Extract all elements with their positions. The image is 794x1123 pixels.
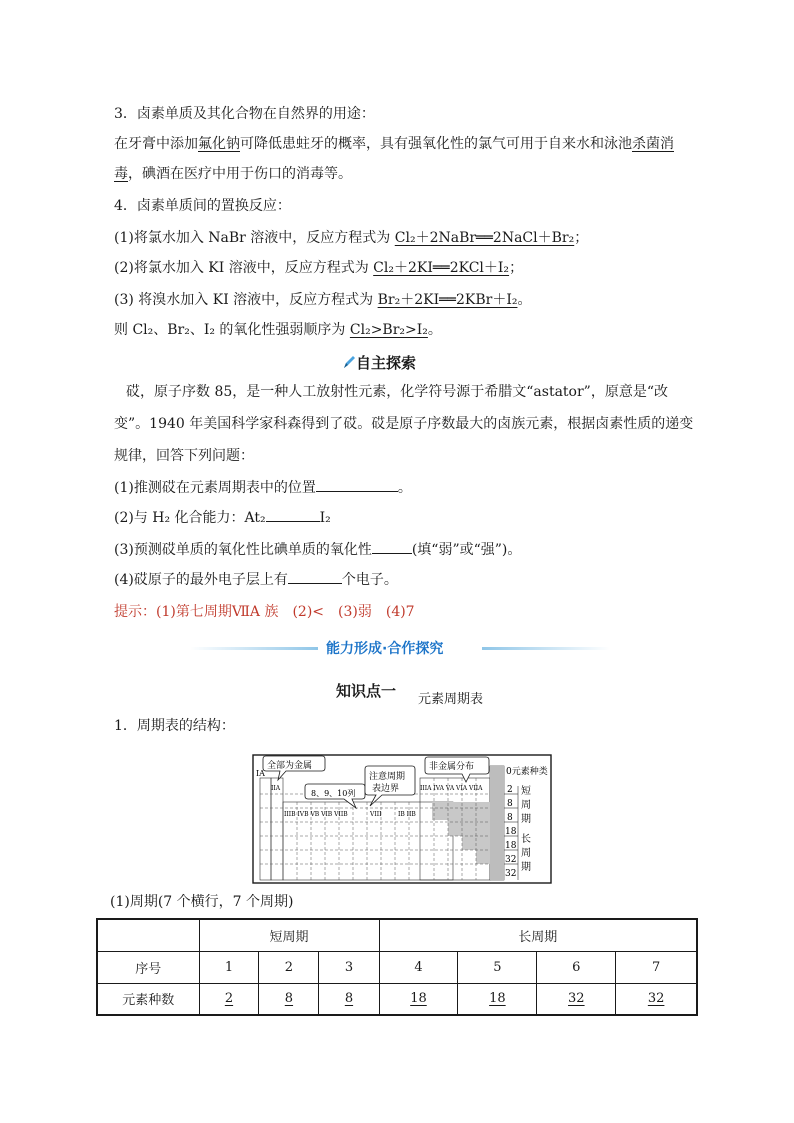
explore-paragraph-3: 规律，回答下列问题：	[114, 448, 254, 464]
callout-border-line-2: 表边界	[372, 784, 400, 794]
group-b-left-label: IIIB IVB VB VIB VIIB	[284, 811, 348, 818]
answer-blank[interactable]	[288, 570, 342, 584]
answer-value: 8	[284, 991, 294, 1007]
count-4: 18	[505, 827, 517, 837]
knowledge-point-heading: 知识点一	[336, 682, 397, 700]
pencil-icon	[342, 354, 356, 370]
zero-group-label: 0元素种类	[506, 767, 548, 777]
section-banner	[190, 638, 610, 658]
table-corner-cell	[97, 919, 199, 951]
explore-title: 自主探索	[356, 354, 417, 372]
period-intro: (1)周期(7 个横行，7 个周期)	[110, 894, 294, 910]
text: 个电子。	[341, 572, 398, 588]
period-number: 1	[199, 951, 259, 983]
group-ia-label: IA	[256, 769, 265, 778]
answer-value: 32	[647, 991, 665, 1007]
period-table	[96, 918, 698, 1016]
structure-title: 1．周期表的结构：	[114, 718, 235, 734]
answer-fluoride: 氟化钠	[198, 136, 240, 152]
text: (3) 将溴水加入 KI 溶液中，反应方程式为	[114, 292, 378, 308]
question-3	[114, 540, 521, 560]
section-4-title: 4．卤素单质间的置换反应：	[114, 198, 291, 214]
row-label-element-count: 元素种数	[97, 983, 199, 1015]
section-3-title: 3．卤素单质及其化合物在自然界的用途：	[114, 106, 375, 122]
period-number: 4	[379, 951, 458, 983]
period-number: 6	[537, 951, 616, 983]
text: 。	[517, 292, 532, 308]
short-period-label-2: 周	[521, 800, 531, 811]
long-period-label-1: 长	[521, 834, 531, 845]
question-4	[114, 570, 398, 590]
answer-value: 8	[344, 991, 354, 1007]
element-count	[259, 983, 319, 1015]
row-label-index: 序号	[97, 951, 199, 983]
banner-bar-left	[190, 647, 318, 650]
text: (1)将氯水加入 NaBr 溶液中，反应方程式为	[114, 230, 395, 246]
answer-disinfect: 杀菌消	[632, 136, 674, 152]
period-number: 2	[259, 951, 319, 983]
text: 在牙膏中添加	[114, 136, 198, 152]
period-number: 7	[616, 951, 697, 983]
callout-border-line-1: 注意周期	[369, 772, 406, 782]
text: 则 Cl₂、Br₂、I₂ 的氧化性强弱顺序为	[114, 322, 350, 338]
text: (3)预测砹单质的氧化性比碘单质的氧化性	[114, 542, 372, 558]
reaction-2	[114, 258, 523, 278]
period-number: 5	[458, 951, 537, 983]
element-count	[199, 983, 259, 1015]
hint-answers: 提示：(1)第七周期ⅦA 族 (2)< (3)弱 (4)7	[114, 604, 415, 620]
header-long-period: 长周期	[379, 919, 697, 951]
equation-3: Br₂＋2KI══2KBr＋I₂	[377, 292, 518, 308]
table-row	[97, 983, 697, 1015]
count-2: 8	[507, 799, 513, 809]
element-count	[616, 983, 697, 1015]
section-3-line-2	[114, 164, 352, 184]
answer-value: 2	[224, 991, 234, 1007]
short-period-label-3: 期	[521, 814, 531, 825]
header-short-period: 短周期	[199, 919, 379, 951]
text: 。	[427, 322, 442, 338]
answer-value: 32	[568, 991, 585, 1007]
banner-bar-right	[482, 647, 610, 650]
element-count	[458, 983, 537, 1015]
knowledge-point-subtitle: 元素周期表	[418, 692, 484, 707]
text: (4)砹原子的最外电子层上有	[114, 572, 288, 588]
element-count	[379, 983, 458, 1015]
table-row	[97, 951, 697, 983]
oxidizing-order	[114, 320, 442, 340]
group-iia-label: IIA	[271, 785, 281, 792]
group-viii-label: VIII	[370, 811, 382, 818]
callout-nonmetal: 非金属分布	[429, 762, 475, 772]
text: ；	[574, 230, 589, 246]
section-3-line-1	[114, 134, 674, 154]
text: (2)将氯水加入 KI 溶液中，反应方程式为	[114, 260, 374, 276]
text: I₂	[319, 510, 331, 526]
text: ，碘酒在医疗中用于伤口的消毒等。	[128, 166, 352, 182]
answer-blank[interactable]	[372, 540, 412, 554]
answer-value: 18	[489, 991, 506, 1007]
count-7: 32	[505, 869, 517, 879]
answer-blank[interactable]	[266, 508, 320, 522]
count-3: 8	[507, 813, 513, 823]
group-b-right-label: IB IIB	[398, 811, 416, 818]
text: 。	[397, 480, 412, 496]
count-6: 32	[505, 855, 517, 865]
explore-paragraph-2: 变”。1940 年美国科学家科森得到了砹。砹是原子序数最大的卤族元素，根据卤素性质的递变	[114, 416, 694, 432]
question-2	[114, 508, 331, 528]
text: ；	[509, 260, 524, 276]
question-1	[114, 478, 412, 498]
short-period-label-1: 短	[521, 786, 531, 797]
callout-all-metal: 全部为金属	[267, 761, 313, 771]
text: 可降低患蛀牙的概率，具有强氧化性的氯气可用于自来水和泳池	[240, 136, 632, 152]
text: (填“弱”或“强”)。	[411, 542, 522, 558]
table-header-row	[97, 919, 697, 951]
answer-blank[interactable]	[316, 478, 398, 492]
periodic-table-diagram	[252, 754, 552, 884]
count-5: 18	[505, 841, 517, 851]
explore-paragraph-1: 砹，原子序数 85，是一种人工放射性元素，化学符号源于希腊文“astator”，原意是“改	[126, 384, 668, 400]
period-number: 3	[319, 951, 379, 983]
equation-1: Cl₂＋2NaBr══2NaCl＋Br₂	[394, 230, 575, 246]
order-answer: Cl₂>Br₂>I₂	[349, 322, 428, 338]
text: (1)推测砹在元素周期表中的位置	[114, 480, 316, 496]
group-a-right-label: IIIA IVA VA VIA VIIA	[420, 785, 483, 792]
equation-2: Cl₂＋2KI══2KCl＋I₂	[373, 260, 510, 276]
callout-columns: 8、9、10列	[311, 789, 356, 798]
reaction-3	[114, 290, 531, 310]
answer-disinfect-end: 毒	[114, 166, 128, 182]
answer-value: 18	[410, 991, 427, 1007]
element-count	[537, 983, 616, 1015]
reaction-1	[114, 228, 588, 248]
element-count	[319, 983, 379, 1015]
long-period-label-2: 周	[521, 848, 531, 859]
text: (2)与 H₂ 化合能力：At₂	[114, 510, 266, 526]
long-period-label-3: 期	[521, 862, 531, 873]
banner-title: 能力形成·合作探究	[326, 641, 444, 657]
count-1: 2	[507, 785, 513, 795]
